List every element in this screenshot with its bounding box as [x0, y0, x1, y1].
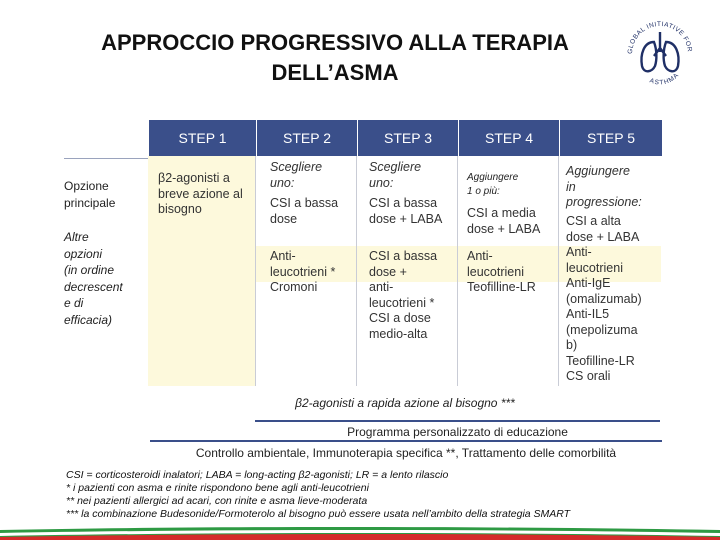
step-1-line: breve azione al: [158, 186, 243, 201]
step-3-other-line: CSI a bassa: [369, 249, 438, 263]
step-3-primary-line: CSI a bassa: [369, 196, 438, 210]
step-3-other-line: CSI a dose: [369, 311, 431, 325]
column-divider: [558, 156, 559, 386]
step-4-other-line: Anti-: [467, 249, 493, 263]
slide-title-line-1: APPROCCIO PROGRESSIVO ALLA TERAPIA: [101, 30, 569, 55]
step-1-label: STEP 1: [178, 130, 227, 146]
step-3-other-line: leucotrieni *: [369, 295, 435, 310]
step-5-other-line: leucotrieni: [566, 260, 623, 275]
step-4-header: [458, 120, 559, 156]
other-options-label-line: decrescent: [64, 279, 123, 294]
column-divider: [457, 156, 458, 386]
step-3-other-line: dose +: [369, 264, 407, 279]
other-options-label: [64, 229, 123, 328]
step-3-instruction-line: Scegliere: [369, 160, 422, 174]
step-2-other-line: leucotrieni *: [270, 264, 336, 279]
reliever-row: β2-agonisti a rapida azione al bisogno ***: [295, 396, 515, 410]
step-5-other-line: CS orali: [566, 369, 611, 383]
footnotes: [66, 469, 706, 521]
other-options-label-line: (in ordine: [64, 263, 115, 277]
primary-option-label: [64, 178, 115, 211]
step-4-instruction: [467, 171, 555, 199]
step-4-primary-line: dose + LABA: [467, 221, 541, 236]
step-5-primary-line: dose + LABA: [566, 229, 640, 244]
education-programme-label: Programma personalizzato di educazione: [347, 425, 568, 439]
step-5-instruction: [566, 164, 660, 211]
primary-option-label-line: Opzione: [64, 179, 109, 193]
step-1-header: [148, 120, 256, 156]
step-4-primary: [467, 206, 557, 237]
step-1-line: β2-agonisti a: [158, 171, 230, 185]
other-options-label-line: e di: [64, 296, 84, 310]
step-2-instruction-line: Scegliere: [270, 160, 323, 174]
step-5-other-line: b): [566, 338, 578, 352]
step-3-other-line: medio-alta: [369, 326, 428, 341]
step-3-other: [369, 249, 455, 342]
step-3-other-line: anti-: [369, 280, 394, 294]
step-5-instruction-line: progressione:: [566, 195, 642, 209]
step-3-instruction: [369, 160, 455, 191]
step-5-header: [559, 120, 662, 156]
step-5-other-line: (omalizumab): [566, 291, 642, 306]
svg-text:ASTHMA: ASTHMA: [648, 71, 681, 87]
step-3-primary-line: dose + LABA: [369, 211, 443, 226]
step-4-label: STEP 4: [485, 130, 533, 146]
step-4-other-line: leucotrieni: [467, 264, 524, 279]
environmental-control-label: Controllo ambientale, Immunoterapia specifica **, Trattamento delle comorbilità: [195, 446, 617, 460]
step-5-other-line: Anti-: [566, 245, 592, 259]
step-2-instruction: [270, 160, 354, 191]
step-5-other-line: Teofilline-LR: [566, 353, 635, 368]
column-divider: [356, 156, 357, 386]
step-3-instruction-line: uno:: [369, 175, 394, 190]
primary-option-label-line: principale: [64, 195, 116, 210]
step-2-label: STEP 2: [283, 130, 331, 146]
footnote: ** nei pazienti allergici ad acari, con rinite e asma lieve-moderata: [66, 495, 368, 507]
step-2-other: [270, 249, 354, 296]
footnote: CSI = corticosteroidi inalatori; LABA = long-acting β2-agonisti; LR = a lento rilascio: [66, 469, 449, 481]
step-4-instruction-line: 1 o più:: [467, 186, 500, 197]
slide-title-line-2: DELL’ASMA: [271, 60, 399, 85]
footnote: *** la combinazione Budesonide/Formoterolo al bisogno può essere usata nell’ambito della strategia SMART: [66, 508, 571, 520]
step-5-other: [566, 245, 660, 385]
step-5-other-line: Anti-IL5: [566, 307, 610, 321]
environmental-control-bar: [150, 440, 662, 462]
italian-flag-swoosh-icon: [0, 524, 720, 540]
step-3-header: [357, 120, 458, 156]
step-5-other-line: (mepolizuma: [566, 322, 638, 337]
step-1-line: bisogno: [158, 202, 202, 216]
step-2-primary-line: dose: [270, 211, 298, 226]
step-3-primary: [369, 196, 455, 227]
footnote: * i pazienti con asma e rinite rispondono bene agli anti-leucotrieni: [66, 482, 369, 494]
step-2-other-line: Anti-: [270, 249, 296, 263]
other-options-label-line: opzioni: [64, 246, 103, 261]
step-3-label: STEP 3: [384, 130, 432, 146]
step-2-primary-line: CSI a bassa: [270, 196, 339, 210]
step-5-instruction-line: in: [566, 179, 576, 194]
step-1-primary: [158, 171, 254, 218]
gina-lungs-logo-icon: [620, 12, 700, 92]
step-2-other-line: Cromoni: [270, 280, 318, 294]
column-divider: [255, 156, 256, 386]
step-5-primary: [566, 214, 660, 245]
step-5-other-line: Anti-IgE: [566, 276, 611, 290]
step-4-other: [467, 249, 557, 296]
left-row-rule: [64, 158, 148, 159]
step-4-instruction-line: Aggiungere: [467, 172, 519, 183]
step-5-instruction-line: Aggiungere: [566, 164, 630, 178]
step-2-instruction-line: uno:: [270, 175, 295, 190]
step-5-primary-line: CSI a alta: [566, 214, 621, 228]
slide-title: [40, 28, 630, 88]
step-4-primary-line: CSI a media: [467, 206, 536, 220]
other-options-label-line: Altre: [64, 230, 89, 244]
svg-text:GLOBAL INITIATIVE FOR: GLOBAL INITIATIVE FOR: [626, 20, 694, 55]
step-4-other-line: Teofilline-LR: [467, 280, 536, 294]
other-options-label-line: efficacia): [64, 312, 113, 327]
step-5-label: STEP 5: [587, 130, 635, 146]
step-2-header: [256, 120, 357, 156]
step-2-primary: [270, 196, 354, 227]
education-programme-bar: [255, 420, 660, 440]
